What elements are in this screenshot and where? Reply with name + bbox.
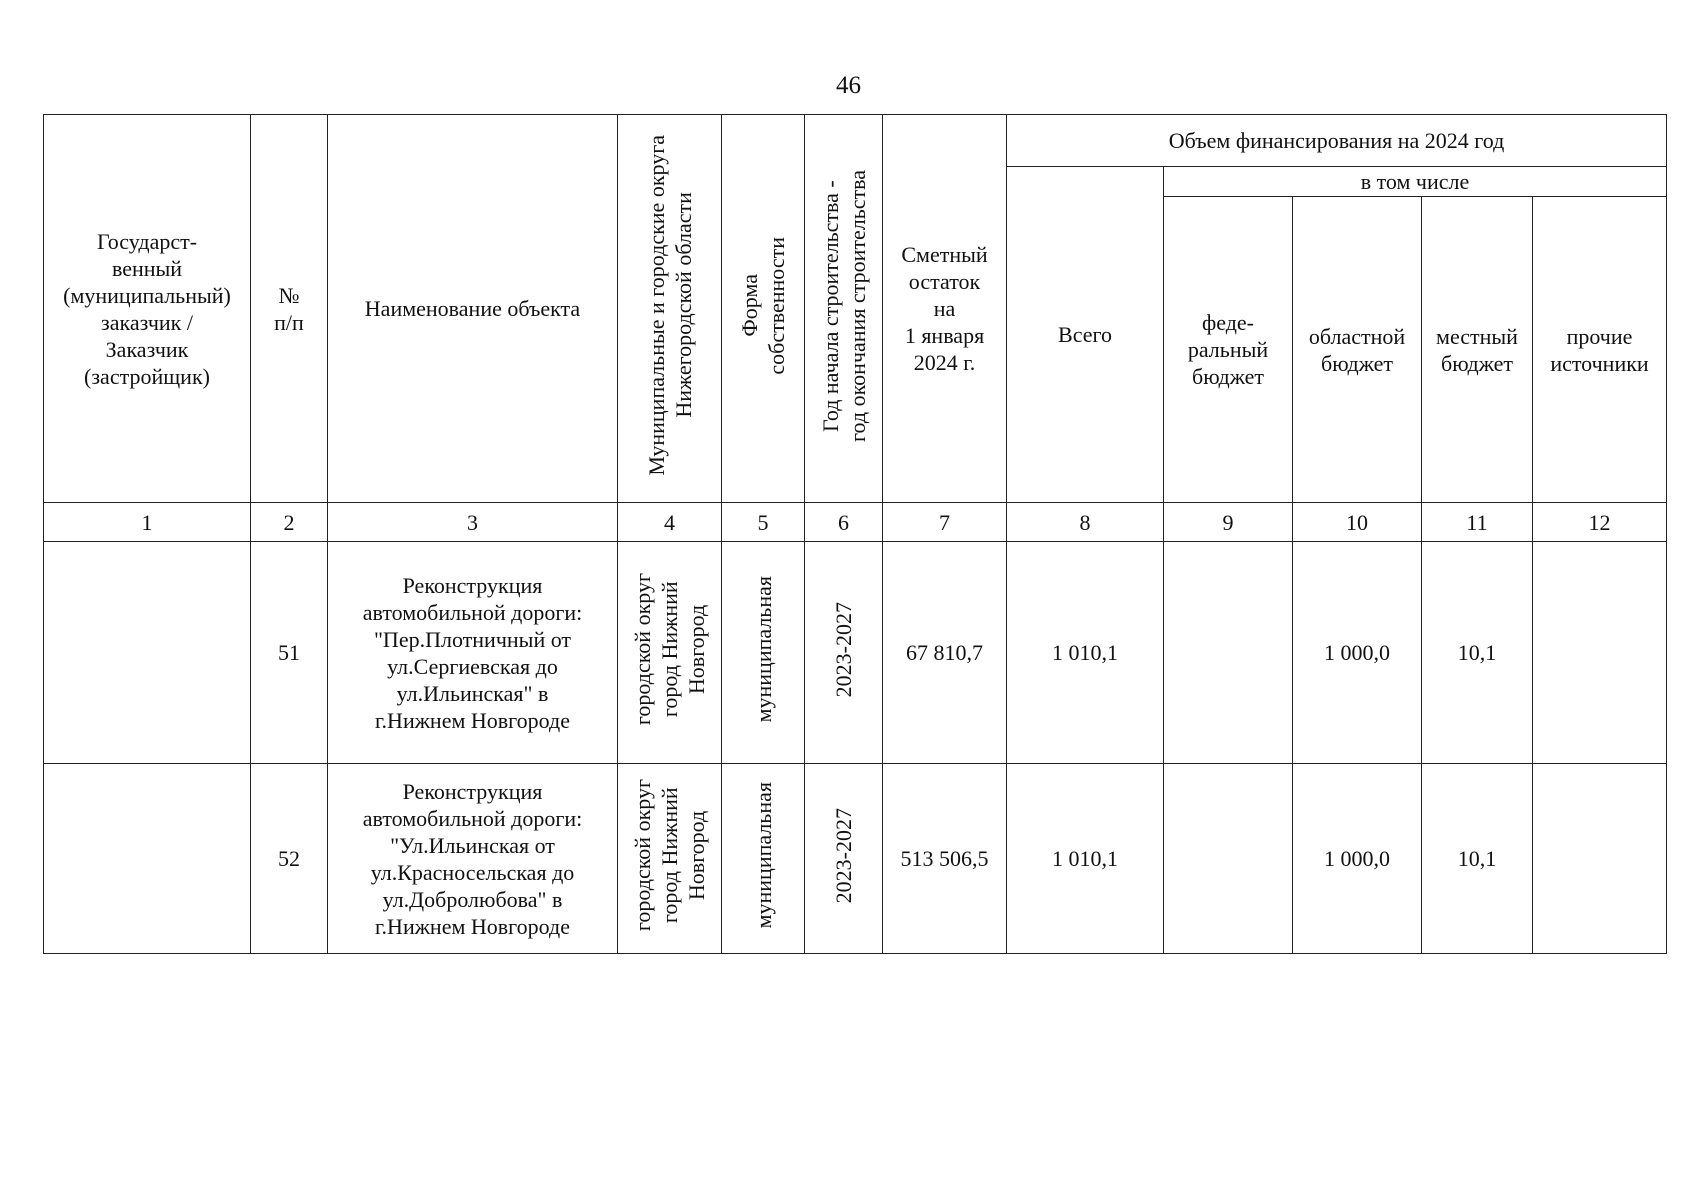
row-other	[1533, 764, 1667, 954]
row-municipality	[618, 542, 722, 764]
row-object-name: Реконструкция автомобильной дороги: "Пер.Плотничный от ул.Сергиевская до ул.Ильинская" в г.Нижнем Новгороде	[328, 542, 618, 764]
column-number: 2	[251, 503, 328, 542]
header-local: местный бюджет	[1422, 197, 1533, 503]
row-local: 10,1	[1422, 542, 1533, 764]
header-ownership	[722, 115, 805, 503]
column-number: 12	[1533, 503, 1667, 542]
table-row	[44, 764, 1667, 954]
table-row	[44, 542, 1667, 764]
row-other	[1533, 542, 1667, 764]
header-financing: Объем финансирования на 2024 год	[1007, 115, 1667, 167]
row-customer	[44, 764, 251, 954]
column-number: 7	[883, 503, 1007, 542]
row-years	[805, 542, 883, 764]
row-total: 1 010,1	[1007, 764, 1164, 954]
row-federal	[1164, 542, 1293, 764]
header-years	[805, 115, 883, 503]
column-number: 9	[1164, 503, 1293, 542]
header-number: № п/п	[251, 115, 328, 503]
row-federal	[1164, 764, 1293, 954]
row-regional: 1 000,0	[1293, 542, 1422, 764]
row-customer	[44, 542, 251, 764]
header-federal: феде- ральный бюджет	[1164, 197, 1293, 503]
header-municipality	[618, 115, 722, 503]
column-number: 10	[1293, 503, 1422, 542]
header-customer: Государст- венный (муниципальный) заказчик / Заказчик (застройщик)	[44, 115, 251, 503]
row-ownership-text: муниципальная	[750, 782, 776, 929]
column-numbers-row	[44, 503, 1667, 542]
header-total: Всего	[1007, 167, 1164, 503]
row-years-text: 2023-2027	[831, 807, 856, 904]
row-ownership	[722, 542, 805, 764]
row-ownership	[722, 764, 805, 954]
header-municipality-text: Муниципальные и городские округа Нижегородской области	[643, 135, 696, 476]
column-number: 4	[618, 503, 722, 542]
header-estimate: Сметный остаток на 1 января 2024 г.	[883, 115, 1007, 503]
column-number: 11	[1422, 503, 1533, 542]
column-number: 8	[1007, 503, 1164, 542]
row-municipality-text: городской округ город Нижний Новгород	[630, 573, 709, 726]
page-number: 46	[836, 72, 861, 99]
column-number: 3	[328, 503, 618, 542]
row-municipality	[618, 764, 722, 954]
row-ownership-text: муниципальная	[750, 576, 776, 723]
row-years-text: 2023-2027	[831, 601, 856, 698]
row-years	[805, 764, 883, 954]
header-row-1	[44, 115, 1667, 167]
row-estimate: 513 506,5	[883, 764, 1007, 954]
row-regional: 1 000,0	[1293, 764, 1422, 954]
column-number: 1	[44, 503, 251, 542]
header-other: прочие источники	[1533, 197, 1667, 503]
financing-table	[43, 114, 1667, 954]
row-municipality-text: городской округ город Нижний Новгород	[630, 779, 709, 932]
row-total: 1 010,1	[1007, 542, 1164, 764]
row-estimate: 67 810,7	[883, 542, 1007, 764]
row-number: 51	[251, 542, 328, 764]
header-ownership-text: Форма собственности	[737, 236, 789, 375]
header-regional: областной бюджет	[1293, 197, 1422, 503]
row-object-name: Реконструкция автомобильной дороги: "Ул.Ильинская от ул.Красносельская до ул.Добролюбова" в г.Нижнем Новгороде	[328, 764, 618, 954]
row-number: 52	[251, 764, 328, 954]
column-number: 5	[722, 503, 805, 542]
row-local: 10,1	[1422, 764, 1533, 954]
header-including: в том числе	[1164, 167, 1667, 197]
column-number: 6	[805, 503, 883, 542]
header-years-text: Год начала строительства - год окончания строительства	[817, 169, 870, 442]
header-object-name: Наименование объекта	[328, 115, 618, 503]
